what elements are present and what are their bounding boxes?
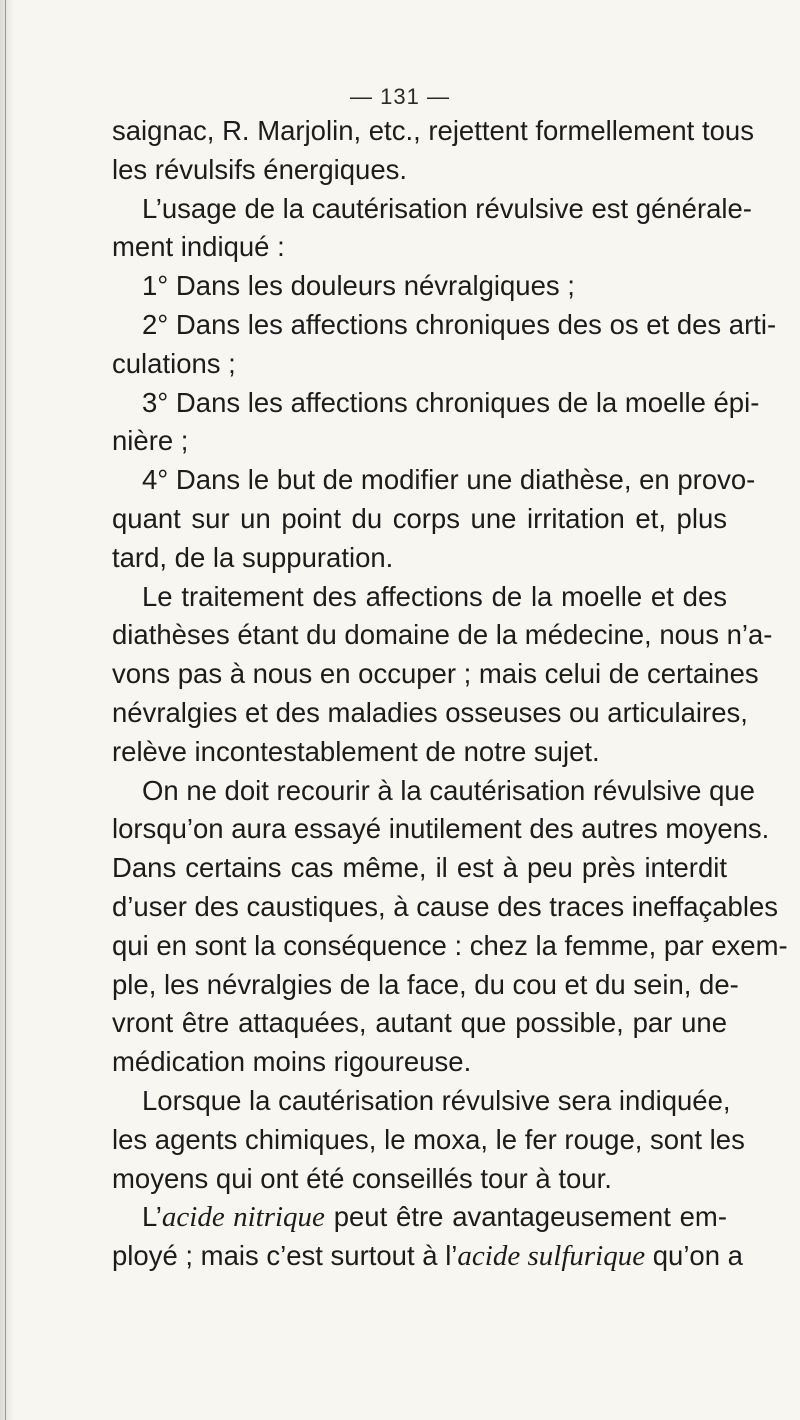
text-line: quant sur un point du corps une irritation et, plus [112, 502, 727, 534]
text-line: ment indiqué : [112, 231, 285, 263]
paragraph-start: On ne doit recourir à la cautérisation révulsive que [142, 774, 755, 806]
text-line: Dans certains cas même, il est à peu près interdit [112, 852, 727, 884]
italic-term: acide sulfurique [457, 1240, 646, 1273]
text-line: médication moins rigoureuse. [112, 1046, 472, 1078]
text-line: culations ; [112, 347, 236, 379]
paragraph-start: Le traitement des affections de la moelle et des [142, 580, 727, 612]
text-line: relève incontestablement de notre sujet. [112, 735, 600, 767]
text-line: diathèses étant du domaine de la médecine, nous n’a- [112, 619, 773, 651]
body-text [112, 112, 788, 1276]
text-line: qui en sont la conséquence : chez la femme, par exem- [112, 929, 788, 961]
text-line: saignac, R. Marjolin, etc., rejettent formellement tous [112, 115, 754, 146]
list-item-4: 4° Dans le but de modifier une diathèse, en provo- [142, 464, 756, 496]
text-fragment: ployé ; mais c’est surtout à l’ [112, 1240, 458, 1272]
text-fragment: peut être avantageusement em- [324, 1201, 727, 1233]
text-line: vons pas à nous en occuper ; mais celui de certaines [112, 658, 759, 690]
page-left-edge [0, 0, 14, 1420]
list-item-1: 1° Dans les douleurs névralgiques ; [142, 270, 575, 302]
text-line: tard, de la suppuration. [112, 541, 394, 573]
text-line: les révulsifs énergiques. [112, 153, 408, 185]
page-number: — 131 — [350, 84, 450, 109]
text-fragment: qu’on a [645, 1240, 743, 1272]
text-fragment: L’ [142, 1201, 162, 1233]
list-item-2: 2° Dans les affections chroniques des os et des arti- [142, 308, 777, 340]
text-line [112, 1237, 743, 1276]
paragraph-start [112, 1198, 727, 1237]
text-line: d’user des caustiques, à cause des traces ineffaçables [112, 890, 779, 922]
text-line: L’usage de la cautérisation révulsive est générale- [142, 192, 752, 224]
page-binding-line [5, 0, 6, 1420]
italic-term: acide nitrique [161, 1201, 325, 1234]
list-item-3: 3° Dans les affections chroniques de la moelle épi- [142, 386, 760, 418]
text-line: moyens qui ont été conseillés tour à tour. [112, 1162, 612, 1194]
text-line: lorsqu’on aura essayé inutilement des autres moyens. [112, 813, 770, 845]
paragraph-start: Lorsque la cautérisation révulsive sera indiquée, [142, 1084, 731, 1116]
text-line: vront être attaquées, autant que possible, par une [112, 1007, 727, 1039]
text-line: névralgies et des maladies osseuses ou articulaires, [112, 696, 748, 728]
text-line: ple, les névralgies de la face, du cou et du sein, de- [112, 968, 739, 1000]
text-line: nière ; [112, 425, 189, 457]
text-line: les agents chimiques, le moxa, le fer rouge, sont les [112, 1123, 745, 1155]
